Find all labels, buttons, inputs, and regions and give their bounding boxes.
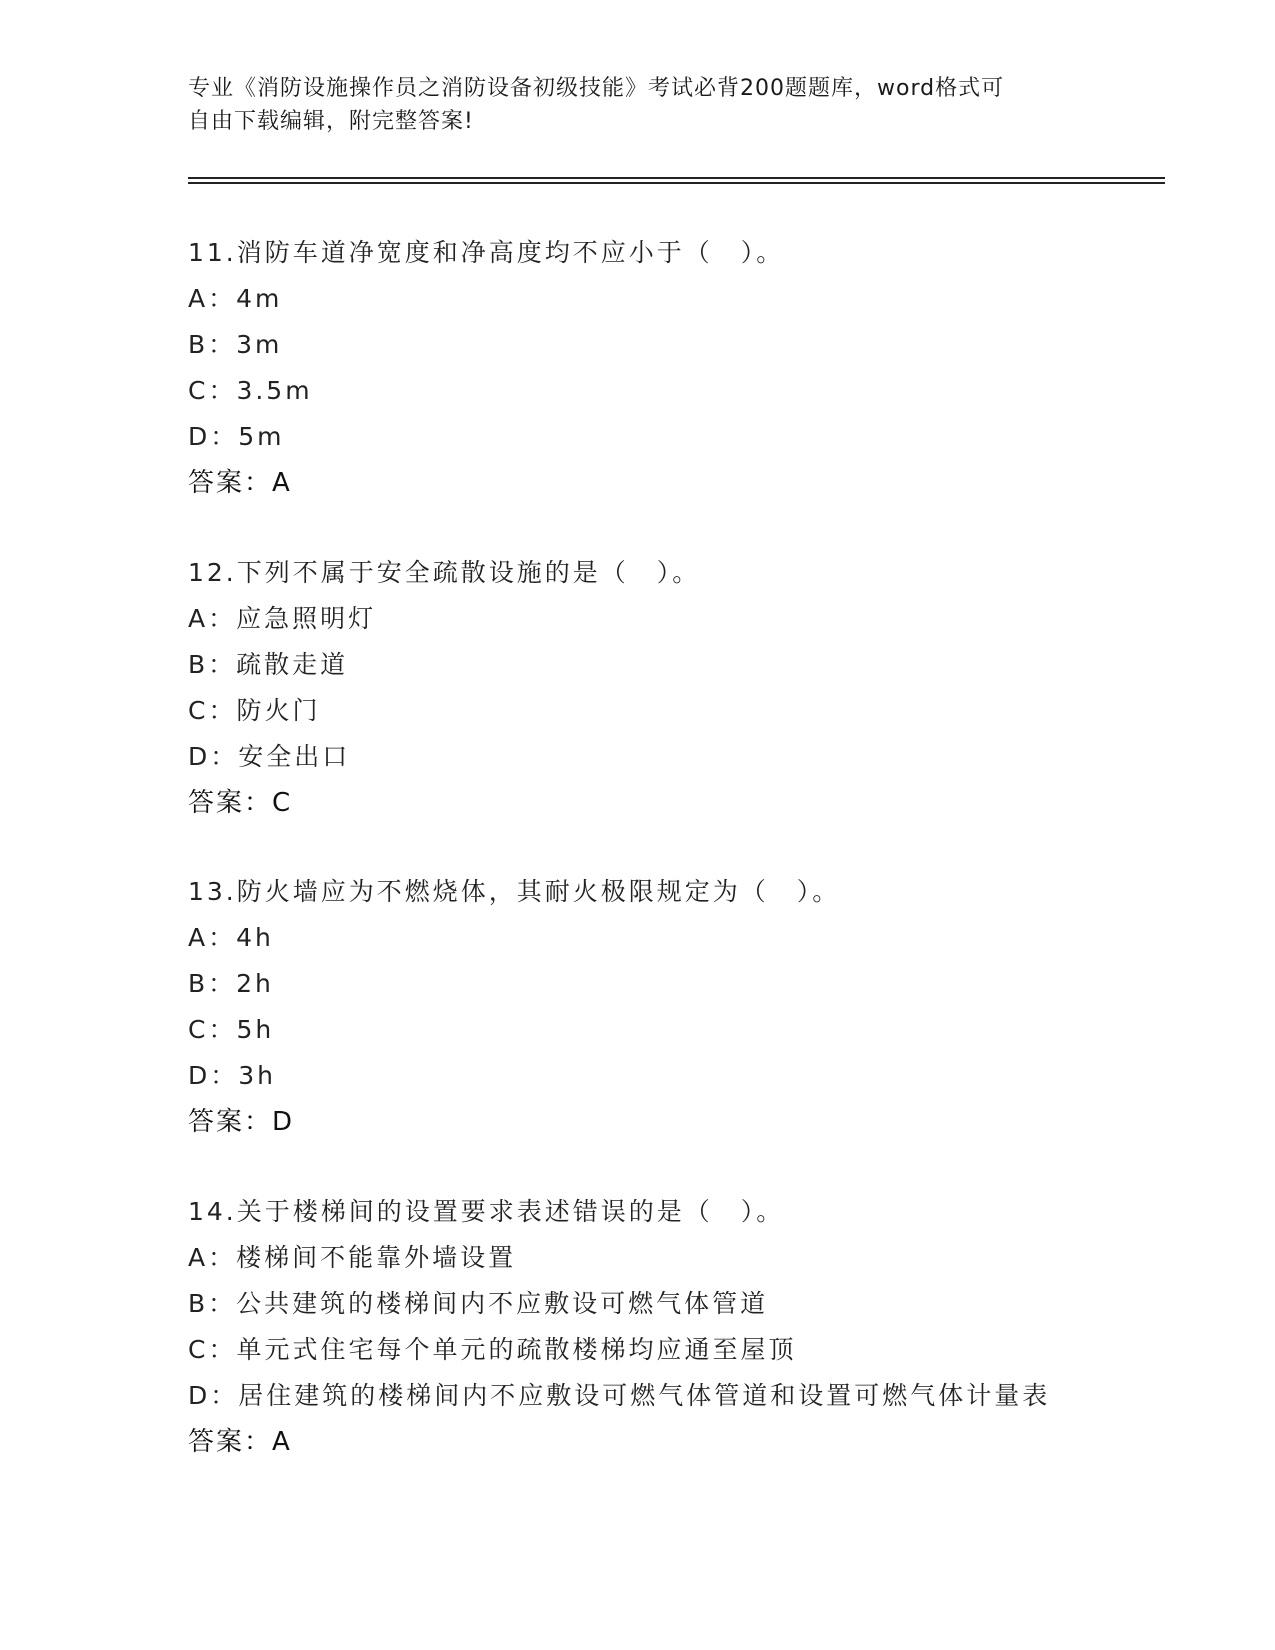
- option-d: D：居住建筑的楼梯间内不应敷设可燃气体管道和设置可燃气体计量表: [188, 1381, 1051, 1410]
- question-stem: 12.下列不属于安全疏散设施的是（ ）。: [188, 558, 701, 587]
- question-stem: 11.消防车道净宽度和净高度均不应小于（ ）。: [188, 238, 785, 267]
- option-c: C：3.5m: [188, 376, 313, 405]
- answer-value: A: [272, 1427, 290, 1457]
- question-stem: 13.防火墙应为不燃烧体，其耐火极限规定为（ ）。: [188, 877, 841, 906]
- option-d: D：5m: [188, 422, 285, 451]
- answer-value: D: [272, 1107, 293, 1137]
- answer-value: A: [272, 468, 290, 498]
- option-c: C：单元式住宅每个单元的疏散楼梯均应通至屋顶: [188, 1335, 797, 1364]
- option-a: A：4h: [188, 923, 274, 952]
- answer-value: C: [272, 788, 291, 818]
- header-line-2: 自由下载编辑，附完整答案!: [188, 109, 474, 134]
- option-c: C：防火门: [188, 696, 321, 725]
- answer-line: [188, 460, 1188, 506]
- answer-line: [188, 1419, 1188, 1465]
- question-14: [188, 1189, 1188, 1465]
- option-b: B：疏散走道: [188, 650, 349, 679]
- question-stem: 14.关于楼梯间的设置要求表述错误的是（ ）。: [188, 1197, 785, 1226]
- option-d: D：3h: [188, 1061, 277, 1090]
- option-a: A：应急照明灯: [188, 604, 377, 633]
- document-header: [188, 72, 1068, 138]
- header-divider: [188, 177, 1165, 179]
- option-c: C：5h: [188, 1015, 275, 1044]
- answer-label: 答案：: [188, 788, 273, 818]
- answer-label: 答案：: [188, 1107, 273, 1137]
- option-a: A：楼梯间不能靠外墙设置: [188, 1243, 517, 1272]
- header-divider-second: [188, 182, 1165, 184]
- option-d: D：安全出口: [188, 742, 351, 771]
- question-12: [188, 550, 1188, 826]
- answer-line: [188, 780, 1188, 826]
- answer-line: [188, 1099, 1188, 1145]
- question-11: [188, 230, 1188, 506]
- option-b: B：2h: [188, 969, 274, 998]
- option-b: B：公共建筑的楼梯间内不应敷设可燃气体管道: [188, 1289, 769, 1318]
- question-13: [188, 869, 1188, 1145]
- header-line-1: 专业《消防设施操作员之消防设备初级技能》考试必背200题题库，word格式可: [188, 76, 1005, 101]
- option-a: A：4m: [188, 284, 283, 313]
- answer-label: 答案：: [188, 468, 273, 498]
- answer-label: 答案：: [188, 1427, 273, 1457]
- option-b: B：3m: [188, 330, 283, 359]
